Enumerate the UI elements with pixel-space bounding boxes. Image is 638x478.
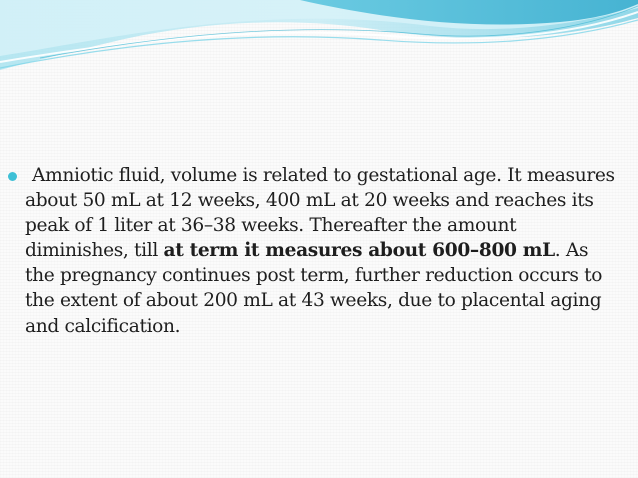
- decorative-wave-header: [0, 0, 638, 80]
- round-dot-bullet-icon: [8, 172, 17, 181]
- bullet-paragraph: [25, 163, 623, 339]
- paragraph-bold-text: at term it measures about 600–800 mL: [163, 240, 555, 262]
- paragraph-text-part1: Amniotic fluid, volume is related to gestational age. It measures about 50 mL at 12 weeks, 400 mL at 20 weeks and reaches its peak of 1 liter at 36–38 weeks. Thereafter the amount diminishes, till: [25, 165, 615, 262]
- bullet-item: [8, 163, 623, 339]
- slide-body: [8, 163, 623, 339]
- paragraph-text-part2: . As the pregnancy continues post term, further reduction occurs to the extent of about 200 mL at 43 weeks, due to placental aging and calcification.: [25, 240, 603, 337]
